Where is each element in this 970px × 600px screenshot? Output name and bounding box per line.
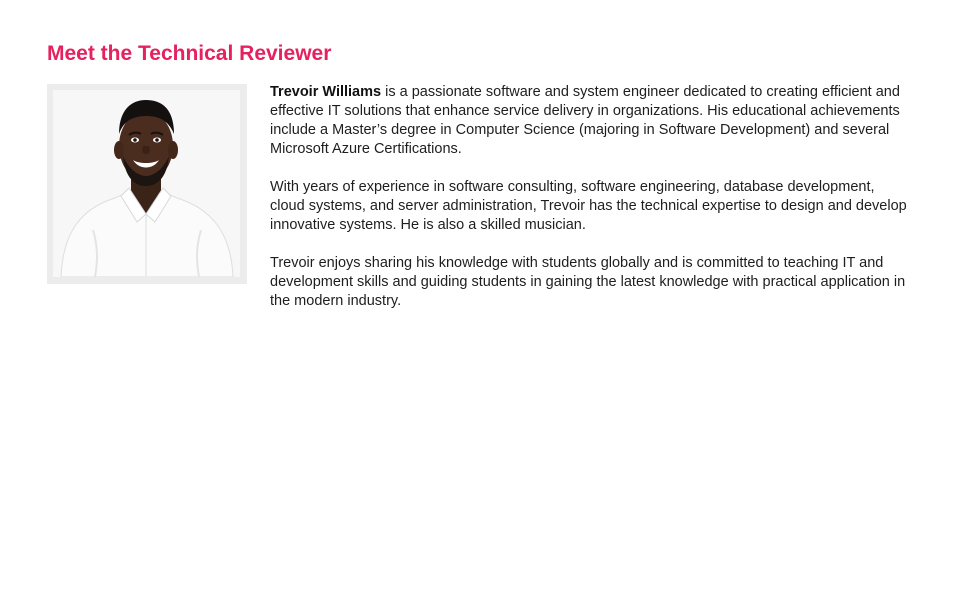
reviewer-name: Trevoir Williams <box>270 84 382 100</box>
bio-paragraph-1-text: is a passionate software and system engineer dedicated to creating efficient and effective IT solutions that enhance service delivery in organizations. His educational achievements include a Master’s degree in Computer Science (majoring in Software Development) and several Microsoft Azure Certifications. <box>270 84 900 157</box>
bio-paragraph-3: Trevoir enjoys sharing his knowledge with students globally and is committed to teaching IT and development skills and guiding students in gaining the latest knowledge with practical application in the modern industry. <box>270 255 906 309</box>
page-title: Meet the Technical Reviewer <box>47 42 332 65</box>
bio-paragraph-1 <box>270 83 910 159</box>
reviewer-portrait-image <box>53 90 240 277</box>
reviewer-bio <box>270 83 910 330</box>
reviewer-photo-frame <box>47 84 247 284</box>
bio-paragraph-2: With years of experience in software consulting, software engineering, database development, cloud systems, and server administration, Trevoir has the technical expertise to design and develop innovative systems. He is also a skilled musician. <box>270 179 907 233</box>
